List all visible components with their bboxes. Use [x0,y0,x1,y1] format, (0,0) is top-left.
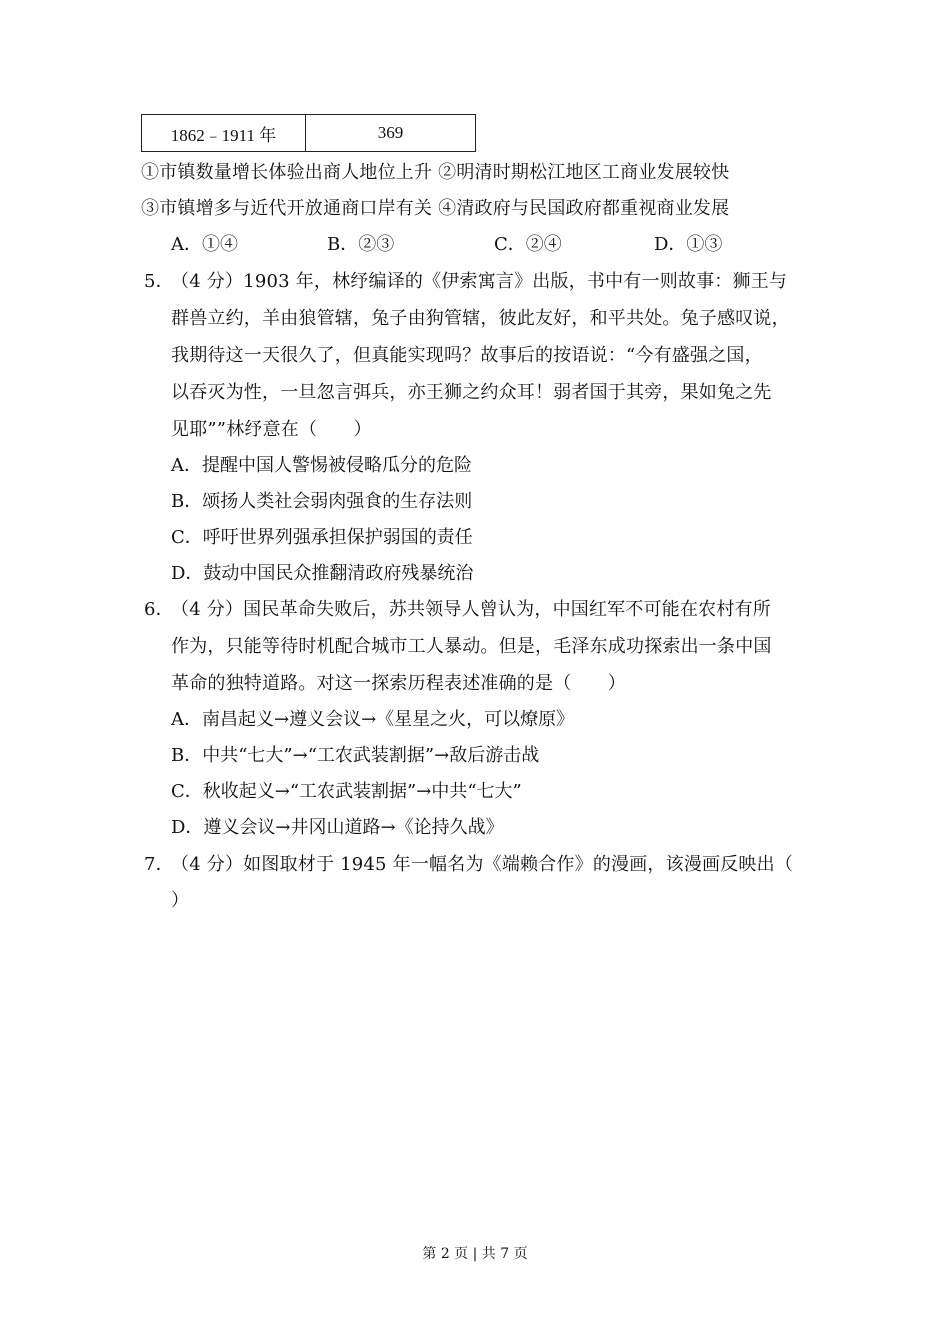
q7-number: 7． [144,854,174,875]
data-table [141,114,476,152]
q6-option-a: A．南昌起义→遵义会议→《星星之火，可以燎原》 [171,709,575,730]
q6-stem-line-1: （4 分）国民革命失败后，苏共领导人曾认为，中国红军不可能在农村有所 [171,599,771,620]
page-footer: 第 2 页 | 共 7 页 [422,1246,528,1262]
q7-stem-line-2: ） [171,890,190,911]
q6-stem-line-3: 革命的独特道路。对这一探索历程表述准确的是（ ） [171,673,626,694]
q5-stem-line-5: 见耶””林纾意在（ ） [171,419,372,440]
q6-stem-line-2: 作为，只能等待时机配合城市工人暴动。但是，毛泽东成功探索出一条中国 [171,636,772,657]
q5-option-c: C．呼吁世界列强承担保护弱国的责任 [171,527,473,548]
q4-option-d: D．①③ [654,234,723,255]
q7-stem-line-1: （4 分）如图取材于 1945 年一幅名为《端赖合作》的漫画，该漫画反映出（ [171,854,794,875]
q5-stem-line-1: （4 分）1903 年，林纾编译的《伊索寓言》出版，书中有一则故事：狮王与 [171,271,788,292]
table-cell-period: 1862﹣1911 年 [142,115,306,152]
table-cell-count: 369 [306,115,476,152]
q6-number: 6． [144,599,174,620]
q4-statement-1: ①市镇数量增长体验出商人地位上升 ②明清时期松江地区工商业发展较快 [141,162,730,183]
q5-stem-line-3: 我期待这一天很久了，但真能实现吗？故事后的按语说：“今有盛强之国， [171,345,763,366]
q5-option-a: A．提醒中国人警惕被侵略瓜分的危险 [171,455,472,476]
q5-stem-line-4: 以吞灭为性，一旦忽言弭兵，亦王狮之约众耳！弱者国于其旁，果如兔之先 [171,382,772,403]
q5-number: 5． [144,271,174,292]
table-row [142,115,476,152]
q4-statement-2: ③市镇增多与近代开放通商口岸有关 ④清政府与民国政府都重视商业发展 [141,198,730,219]
q4-option-b: B．②③ [327,234,395,255]
q5-option-b: B．颂扬人类社会弱肉强食的生存法则 [171,491,473,512]
q6-option-b: B．中共“七大”→“工农武装割据”→敌后游击战 [171,745,540,766]
q5-stem-line-2: 群兽立约，羊由狼管辖，兔子由狗管辖，彼此友好，和平共处。兔子感叹说， [171,308,790,329]
q6-option-d: D．遵义会议→井冈山道路→《论持久战》 [171,817,504,838]
q6-option-c: C．秋收起义→“工农武装割据”→中共“七大” [171,781,522,802]
q4-option-a: A．①④ [171,234,238,255]
q4-option-c: C．②④ [494,234,562,255]
q5-option-d: D．鼓动中国民众推翻清政府残暴统治 [171,563,474,584]
